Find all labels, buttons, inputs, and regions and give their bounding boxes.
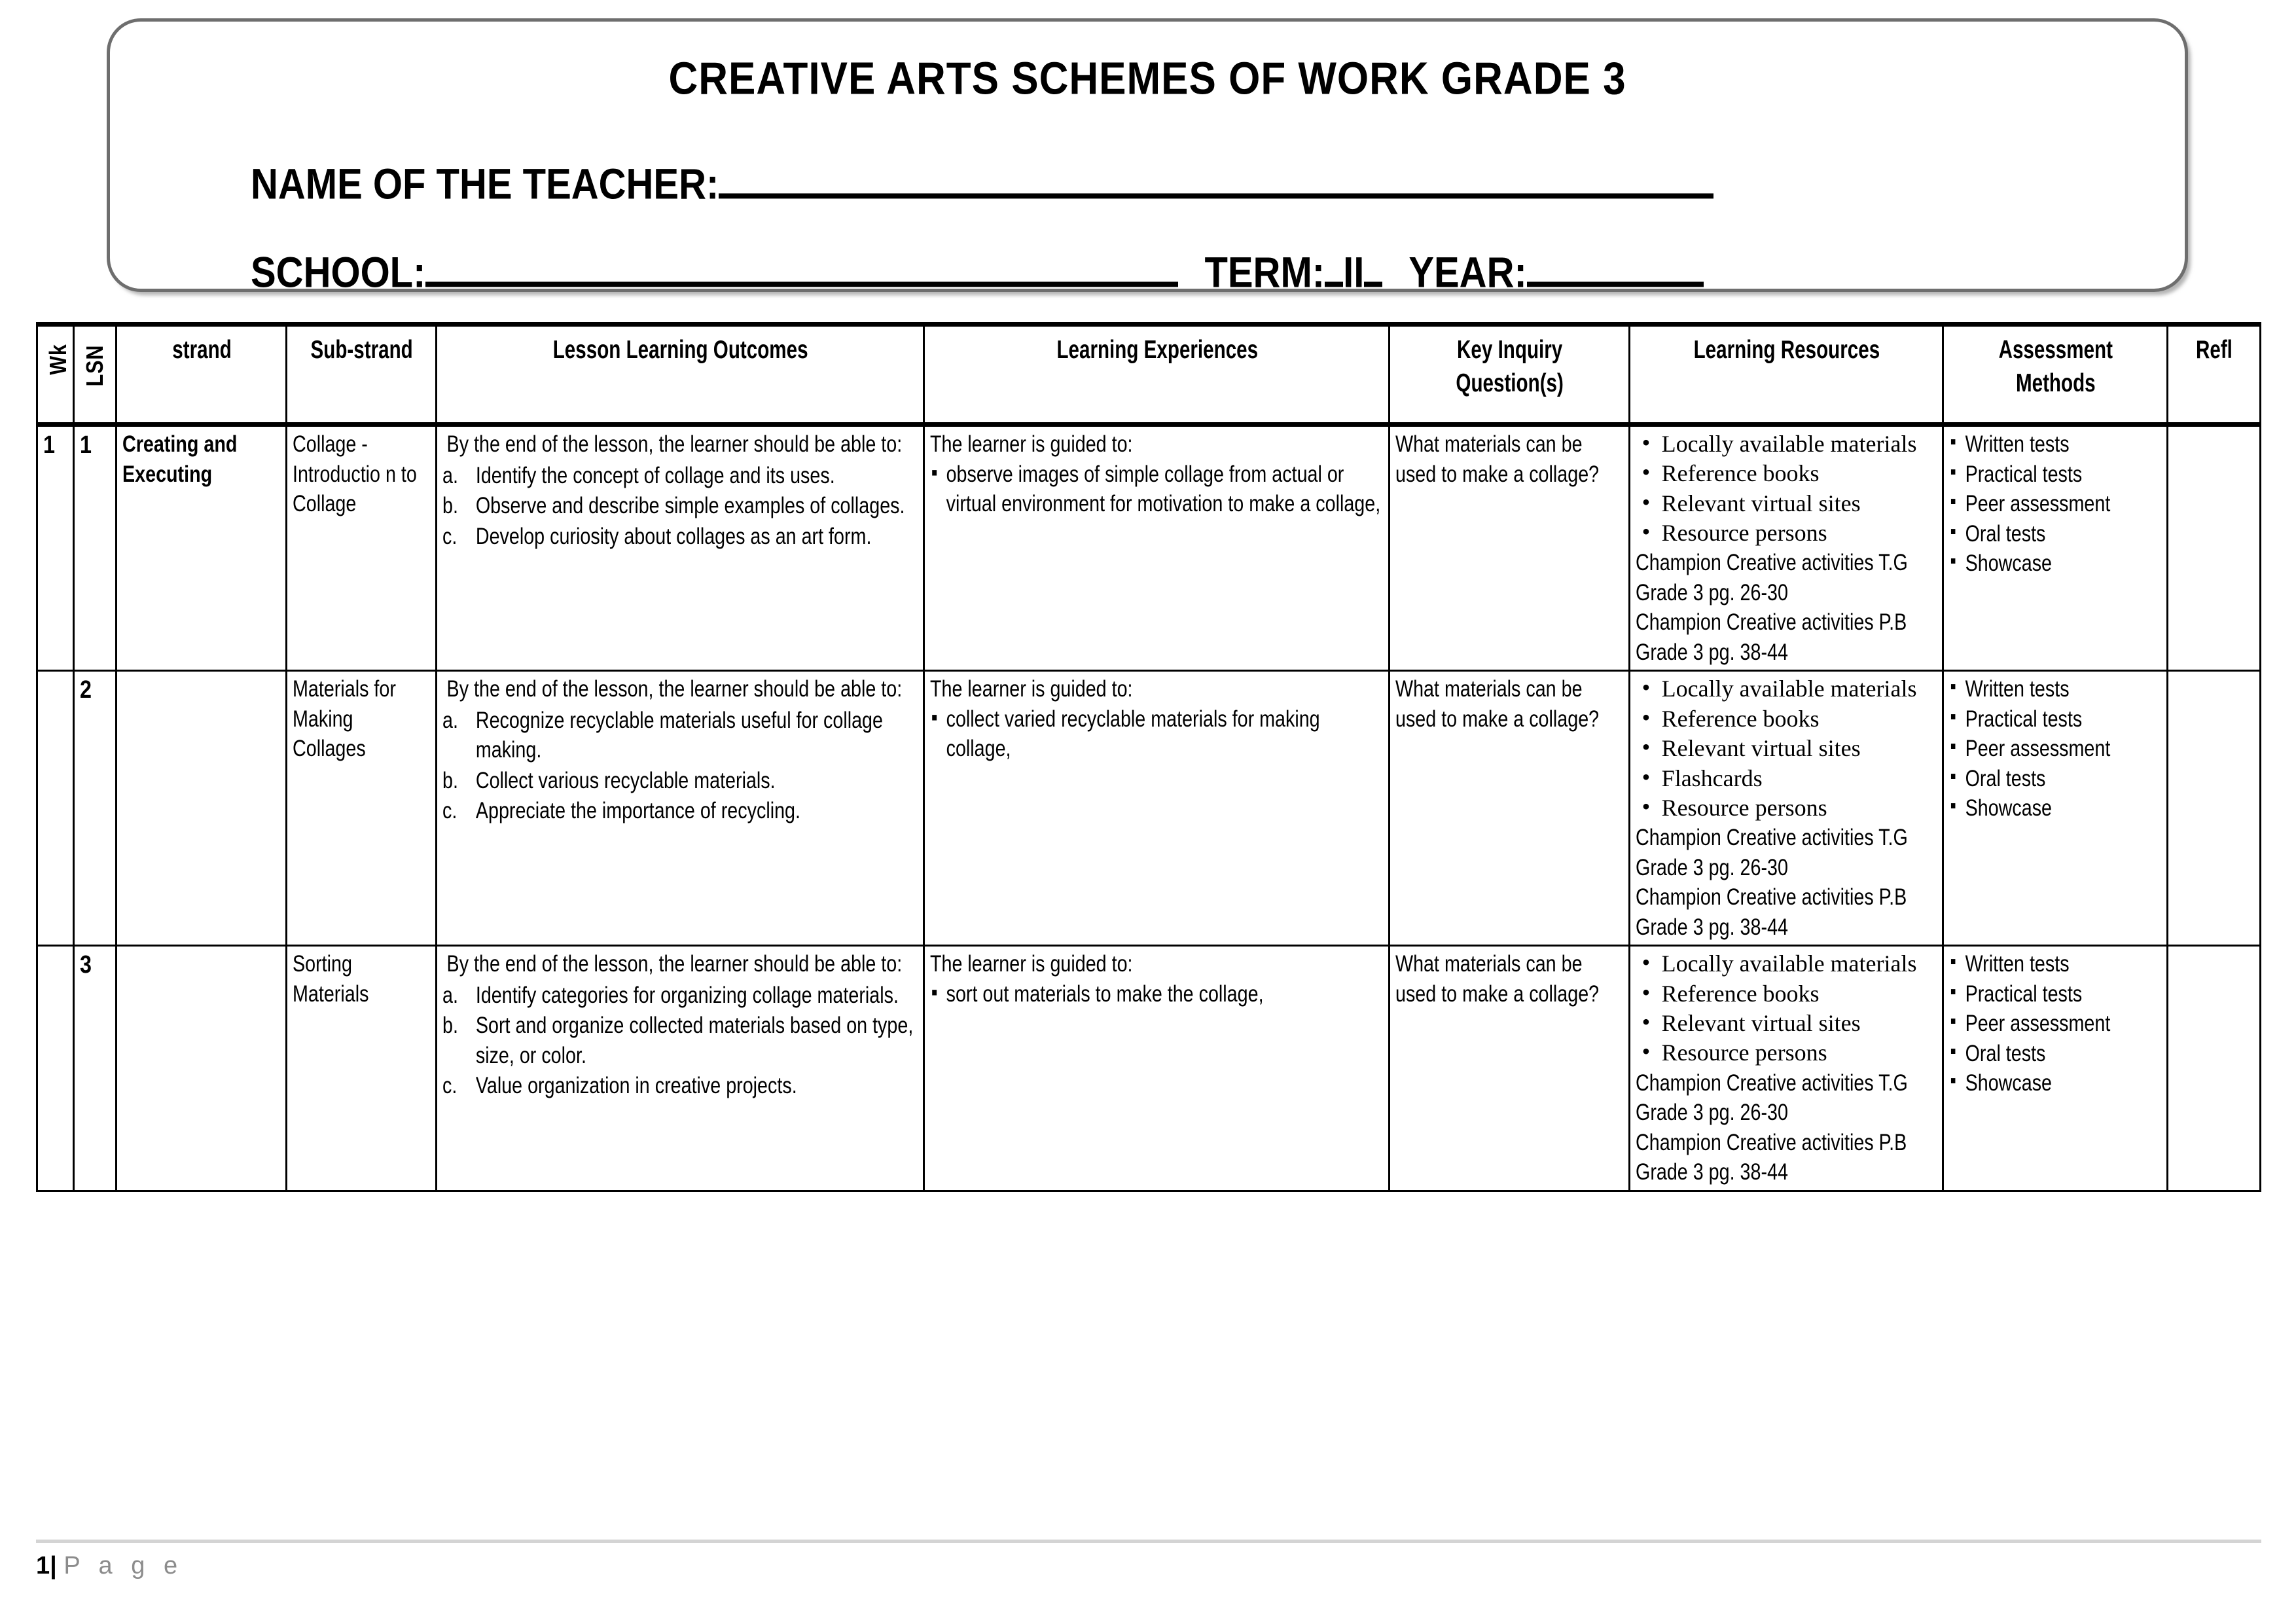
lesson-number-cell (74, 425, 117, 671)
learning-resource-reference: Champion Creative activities T.G Grade 3 pg. 26-30 (1635, 550, 1908, 605)
table-body (37, 425, 2261, 1191)
lex-intro: The learner is guided to: (930, 676, 1133, 702)
assessment-methods-list (1949, 949, 2162, 1098)
assessment-method-item: ▪ Peer assessment (1949, 1009, 2162, 1039)
week-cell (37, 671, 74, 946)
assessment-method-item: ▪ Practical tests (1949, 704, 2162, 734)
assessment-method-item: ▪ Showcase (1949, 549, 2162, 579)
learning-resource-item: • Resource persons (1636, 793, 1938, 823)
key-inquiry-question-cell (1390, 671, 1629, 946)
llo-item-marker: a. (442, 462, 458, 488)
llo-item-marker: c. (442, 1073, 457, 1099)
lesson-learning-outcomes-cell (436, 946, 924, 1191)
column-header-substrand-label: Sub-strand (310, 335, 414, 364)
key-inquiry-question-text: What materials can be used to make a collage? (1395, 676, 1600, 732)
assessment-method-item: ▪ Peer assessment (1949, 734, 2162, 764)
lesson-number: 1 (80, 431, 92, 459)
lesson-learning-outcomes-cell (436, 671, 924, 946)
school-term-year-fields (251, 247, 1704, 297)
year-label: YEAR: (1408, 248, 1527, 297)
learning-resource-item: • Locally available materials (1636, 429, 1938, 459)
llo-item-text: Sort and organize collected materials based on type, size, or color. (475, 1013, 914, 1068)
table-row (37, 671, 2261, 946)
learning-resources-cell (1629, 425, 1943, 671)
assessment-method-item: ▪ Written tests (1949, 674, 2162, 704)
column-header-refl (2167, 325, 2260, 425)
assessment-method-item: ▪ Showcase (1949, 793, 2162, 823)
column-header-wk-label: Wk (45, 344, 71, 375)
learning-resource-reference: Champion Creative activities T.G Grade 3 pg. 26-30 (1635, 825, 1908, 880)
lex-list (930, 979, 1384, 1009)
llo-item-marker: b. (442, 493, 458, 518)
lex-item: ▪ observe images of simple collage from actual or virtual environment for motivation to make a collage, (930, 460, 1384, 519)
term-blank-right[interactable] (1364, 281, 1382, 287)
column-header-lesson-learning-outcomes (436, 325, 924, 425)
substrand-cell (287, 425, 436, 671)
page-title: CREATIVE ARTS SCHEMES OF WORK GRADE 3 (668, 54, 1626, 105)
term-blank-left[interactable] (1325, 281, 1343, 287)
week-cell (37, 946, 74, 1191)
learning-resource-reference: Champion Creative activities T.G Grade 3 pg. 26-30 (1635, 1070, 1908, 1126)
llo-item-text: Collect various recyclable materials. (475, 767, 776, 793)
column-header-lsn (74, 325, 117, 425)
term-label: TERM: (1204, 248, 1325, 297)
assessment-method-item: ▪ Practical tests (1949, 460, 2162, 490)
schemes-of-work-table (36, 322, 2261, 1192)
llo-item (442, 1011, 920, 1070)
column-header-kiq-label: Key Inquiry Question(s) (1456, 335, 1564, 397)
column-header-learning-resources (1629, 325, 1943, 425)
teacher-name-label: NAME OF THE TEACHER: (251, 160, 719, 209)
llo-item-text: Identify categories for organizing collage materials. (475, 982, 899, 1008)
column-header-wk (37, 325, 74, 425)
llo-item-text: Develop curiosity about collages as an art form. (475, 523, 872, 549)
learning-resource-item: • Flashcards (1636, 764, 1938, 793)
llo-intro: By the end of the lesson, the learner should be able to: (446, 951, 902, 977)
learning-experiences-cell (924, 425, 1390, 671)
footer-page-number: 1 (36, 1552, 50, 1579)
document-header-box (107, 18, 2188, 297)
lesson-number-cell (74, 946, 117, 1191)
learning-resource-references (1636, 823, 1938, 942)
reflection-cell (2167, 946, 2260, 1191)
learning-resource-item: • Reference books (1636, 979, 1938, 1009)
learning-resource-item: • Relevant virtual sites (1636, 1009, 1938, 1038)
lex-intro: The learner is guided to: (930, 431, 1133, 457)
reflection-cell (2167, 425, 2260, 671)
lex-intro: The learner is guided to: (930, 951, 1133, 977)
lesson-learning-outcomes-cell (436, 425, 924, 671)
footer-page-word: P a g e (63, 1552, 184, 1579)
learning-resource-reference: Champion Creative activities P.B Grade 3 pg. 38-44 (1635, 1129, 1907, 1185)
assessment-methods-list (1949, 674, 2162, 823)
substrand-text: Collage - Introductio n to Collage (293, 431, 418, 516)
assessment-methods-cell (1943, 425, 2168, 671)
strand-text: Creating and Executing (122, 431, 238, 487)
reflection-cell (2167, 671, 2260, 946)
lex-list (930, 460, 1384, 519)
learning-resource-references (1636, 548, 1938, 667)
strand-cell (116, 946, 287, 1191)
learning-resource-item: • Resource persons (1636, 1038, 1938, 1068)
term-value: II (1343, 248, 1365, 297)
lesson-number-cell (74, 671, 117, 946)
column-header-lsn-label: LSN (81, 344, 109, 387)
llo-intro: By the end of the lesson, the learner should be able to: (446, 676, 902, 702)
column-header-substrand (287, 325, 436, 425)
llo-item-marker: c. (442, 798, 457, 824)
column-header-llo-label: Lesson Learning Outcomes (553, 335, 808, 364)
lex-item: ▪ collect varied recyclable materials for making collage, (930, 704, 1384, 764)
lex-item: ▪ sort out materials to make the collage, (930, 979, 1384, 1009)
learning-resource-reference: Champion Creative activities P.B Grade 3 pg. 38-44 (1635, 609, 1907, 665)
learning-resource-item: • Reference books (1636, 704, 1938, 734)
substrand-cell (287, 946, 436, 1191)
column-header-key-inquiry-questions (1390, 325, 1629, 425)
assessment-method-item: ▪ Oral tests (1949, 764, 2162, 794)
learning-experiences-cell (924, 946, 1390, 1191)
llo-list (442, 981, 920, 1101)
lesson-number: 2 (80, 676, 92, 704)
week-cell (37, 425, 74, 671)
assessment-method-item: ▪ Practical tests (1949, 979, 2162, 1009)
learning-resource-references (1636, 1068, 1938, 1187)
substrand-text: Sorting Materials (293, 951, 369, 1007)
llo-item (442, 796, 920, 826)
teacher-name-field (251, 159, 1713, 209)
assessment-method-item: ▪ Written tests (1949, 949, 2162, 979)
assessment-methods-cell (1943, 946, 2168, 1191)
learning-resources-cell (1629, 671, 1943, 946)
teacher-name-blank[interactable] (719, 193, 1713, 198)
key-inquiry-question-text: What materials can be used to make a collage? (1395, 431, 1600, 487)
llo-item-marker: a. (442, 707, 458, 733)
llo-item-marker: b. (442, 767, 458, 793)
llo-item (442, 981, 920, 1011)
llo-item-text: Observe and describe simple examples of collages. (475, 493, 905, 518)
school-blank[interactable] (425, 281, 1178, 287)
llo-item (442, 491, 920, 521)
llo-item (442, 522, 920, 552)
footer-separator: | (50, 1552, 57, 1579)
year-blank[interactable] (1527, 281, 1704, 287)
learning-resource-item: • Relevant virtual sites (1636, 489, 1938, 518)
assessment-method-item: ▪ Showcase (1949, 1068, 2162, 1098)
week-number: 1 (43, 431, 55, 459)
llo-item-text: Recognize recyclable materials useful for collage making. (475, 707, 883, 763)
lex-list (930, 704, 1384, 764)
table-header-row (37, 325, 2261, 425)
llo-item (442, 1071, 920, 1101)
llo-item-text: Identify the concept of collage and its uses. (475, 462, 835, 488)
school-label: SCHOOL: (251, 248, 426, 297)
llo-item (442, 706, 920, 765)
learning-resources-list (1636, 949, 1938, 1068)
lesson-number: 3 (80, 951, 92, 979)
llo-item-text: Value organization in creative projects. (475, 1073, 797, 1099)
assessment-methods-cell (1943, 671, 2168, 946)
learning-resource-item: • Locally available materials (1636, 949, 1938, 979)
learning-resource-item: • Reference books (1636, 459, 1938, 488)
assessment-method-item: ▪ Oral tests (1949, 1039, 2162, 1069)
assessment-method-item: ▪ Oral tests (1949, 519, 2162, 549)
footer-text (36, 1552, 2261, 1580)
llo-item-text: Appreciate the importance of recycling. (475, 798, 800, 824)
strand-cell (116, 425, 287, 671)
column-header-assessment-methods (1943, 325, 2168, 425)
learning-resources-list (1636, 429, 1938, 548)
table-row (37, 946, 2261, 1191)
learning-resource-item: • Locally available materials (1636, 674, 1938, 704)
llo-item-marker: c. (442, 523, 457, 549)
llo-item-marker: a. (442, 982, 458, 1008)
column-header-refl-label: Refl (2196, 335, 2233, 364)
substrand-text: Materials for Making Collages (293, 676, 397, 762)
learning-resource-item: • Relevant virtual sites (1636, 734, 1938, 763)
key-inquiry-question-cell (1390, 946, 1629, 1191)
assessment-methods-list (1949, 429, 2162, 579)
column-header-learning-experiences (924, 325, 1390, 425)
assessment-method-item: ▪ Written tests (1949, 429, 2162, 460)
llo-item (442, 766, 920, 796)
column-header-strand-label: strand (172, 335, 232, 364)
column-header-asm-label: Assessment Methods (1998, 335, 2113, 397)
table-row (37, 425, 2261, 671)
column-header-strand (116, 325, 287, 425)
key-inquiry-question-cell (1390, 425, 1629, 671)
llo-item (442, 461, 920, 491)
llo-list (442, 706, 920, 826)
learning-resource-item: • Resource persons (1636, 518, 1938, 548)
llo-intro: By the end of the lesson, the learner should be able to: (446, 431, 902, 457)
substrand-cell (287, 671, 436, 946)
column-header-lex-label: Learning Experiences (1056, 335, 1259, 364)
learning-resources-list (1636, 674, 1938, 823)
learning-resources-cell (1629, 946, 1943, 1191)
learning-experiences-cell (924, 671, 1390, 946)
strand-cell (116, 671, 287, 946)
assessment-method-item: ▪ Peer assessment (1949, 489, 2162, 519)
learning-resource-reference: Champion Creative activities P.B Grade 3 pg. 38-44 (1635, 884, 1907, 940)
column-header-lres-label: Learning Resources (1693, 335, 1880, 364)
key-inquiry-question-text: What materials can be used to make a collage? (1395, 951, 1600, 1007)
page-footer (36, 1540, 2261, 1580)
llo-list (442, 461, 920, 552)
llo-item-marker: b. (442, 1013, 458, 1039)
